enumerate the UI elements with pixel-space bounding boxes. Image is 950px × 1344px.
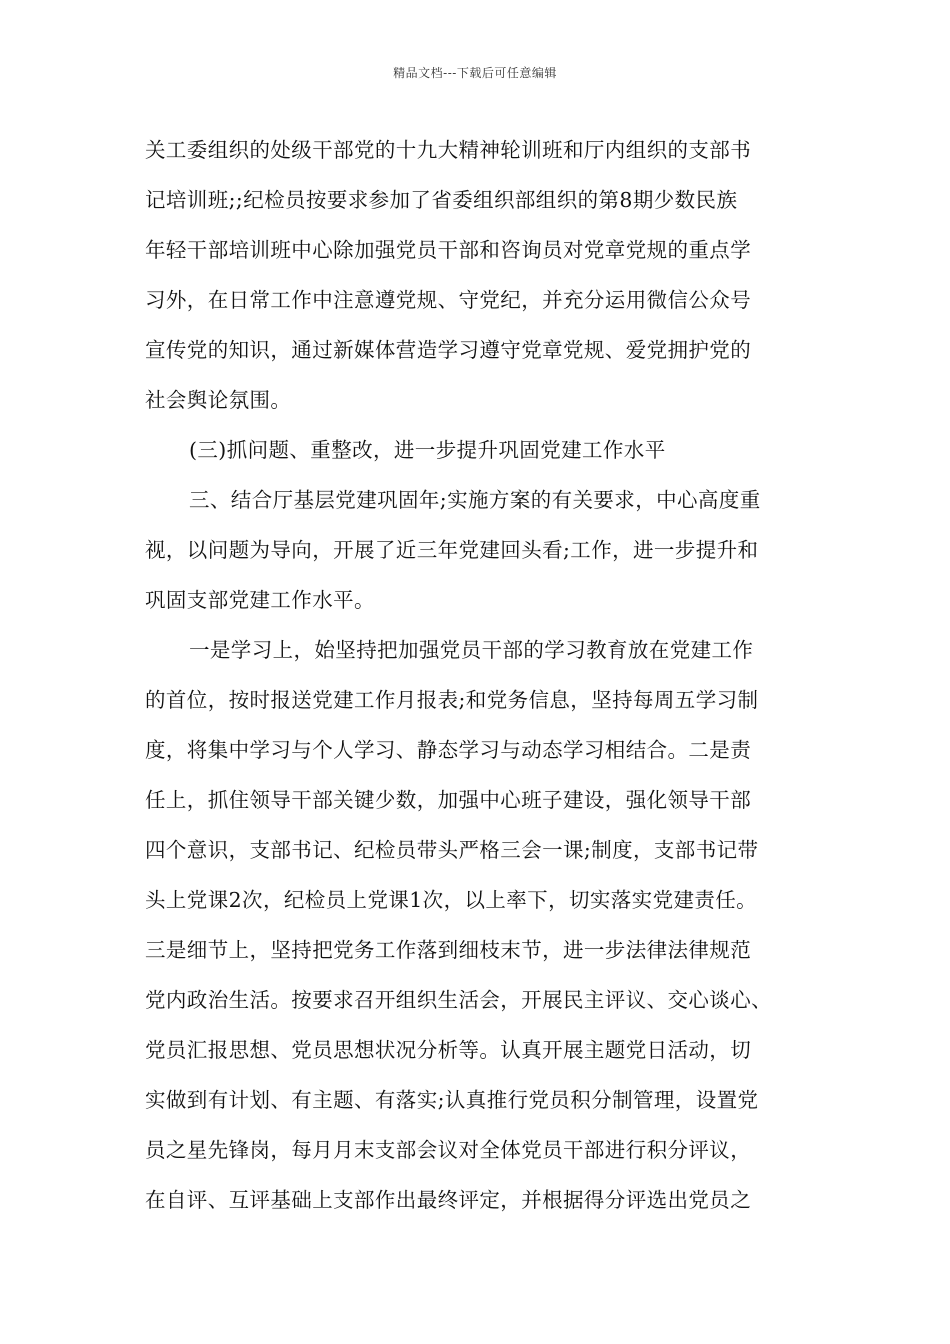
text-line: 三是细节上，坚持把党务工作落到细枝末节，进一步法律法律规范 [145, 938, 752, 962]
text-line: 关工委组织的处级干部党的十九大精神轮训班和厅内组织的支部书 [145, 138, 752, 162]
text-line: 社会舆论氛围。 [145, 388, 292, 412]
text-line: 年轻干部培训班中心除加强党员干部和咨询员对党章党规的重点学 [145, 238, 752, 262]
text-line: 党员汇报思想、党员思想状况分析等。认真开展主题党日活动，切 [145, 1038, 752, 1062]
text-line: 四个意识，支部书记、纪检员带头严格三会一课;制度，支部书记带 [145, 838, 759, 862]
document-body [145, 132, 817, 1232]
text-line: 宣传党的知识，通过新媒体营造学习遵守党章党规、爱党拥护党的 [145, 338, 752, 362]
text-line: 任上，抓住领导干部关键少数，加强中心班子建设，强化领导干部 [145, 788, 752, 812]
text-line: 记培训班;;纪检员按要求参加了省委组织部组织的第8期少数民族 [145, 188, 738, 212]
text-line: 实做到有计划、有主题、有落实;认真推行党员积分制管理，设置党 [145, 1088, 759, 1112]
text-line: 在自评、互评基础上支部作出最终评定，并根据得分评选出党员之 [145, 1188, 752, 1212]
text-line: 员之星先锋岗，每月月末支部会议对全体党员干部进行积分评议， [145, 1138, 752, 1162]
paragraph-start: 三、结合厅基层党建巩固年;实施方案的有关要求，中心高度重 [189, 488, 761, 512]
text-line: 巩固支部党建工作水平。 [145, 588, 375, 612]
text-line: 的首位，按时报送党建工作月报表;和党务信息，坚持每周五学习制 [145, 688, 759, 712]
text-line: 党内政治生活。按要求召开组织生活会，开展民主评议、交心谈心、 [145, 988, 772, 1012]
text-line: 习外，在日常工作中注意遵党规、守党纪，并充分运用微信公众号 [145, 288, 752, 312]
page-header: 精品文档---下载后可任意编辑 [393, 66, 557, 80]
paragraph-start: 一是学习上，始坚持把加强党员干部的学习教育放在党建工作 [189, 638, 754, 662]
text-line: 度，将集中学习与个人学习、静态学习与动态学习相结合。二是责 [145, 738, 752, 762]
section-heading: (三)抓问题、重整改，进一步提升巩固党建工作水平 [189, 438, 666, 462]
text-line: 头上党课2次，纪检员上党课1次，以上率下，切实落实党建责任。 [145, 888, 758, 912]
text-line: 视，以问题为导向，开展了近三年党建回头看;工作，进一步提升和 [145, 538, 759, 562]
